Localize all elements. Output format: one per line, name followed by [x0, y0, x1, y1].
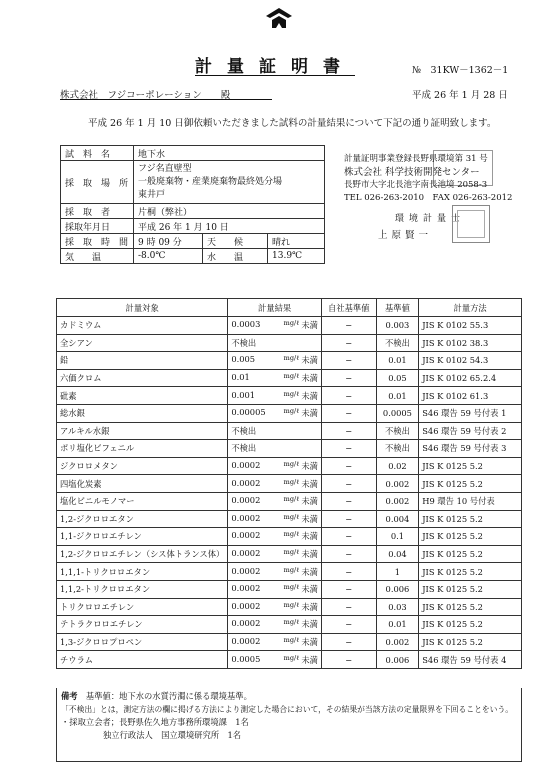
table-row [57, 563, 522, 581]
method-cell: JIS K 0125 5.2 [419, 633, 522, 651]
weather-label: 天 候 [203, 234, 268, 249]
method-cell: JIS K 0125 5.2 [419, 457, 522, 475]
result-cell [228, 387, 322, 405]
result-value: 0.0005 [231, 653, 261, 664]
recipient-underline [60, 99, 272, 100]
result-cell [228, 528, 322, 546]
result-value: 0.0002 [231, 530, 261, 541]
result-value: 0.0002 [231, 460, 261, 471]
method-cell: JIS K 0102 65.2.4 [419, 369, 522, 387]
standard-cell: 0.0005 [376, 404, 419, 422]
page-title: 計量証明書 [195, 57, 355, 77]
place-row [61, 161, 325, 204]
issue-date: 平成 26 年 1 月 28 日 [412, 90, 508, 101]
notes-line-3: ・採取立会者；長野県佐久地方事務所環境課 1名 [61, 717, 249, 727]
result-qualifier: 未満 [301, 355, 318, 366]
air-temp-value: -8.0℃ [134, 249, 203, 264]
item-cell: 1,1,1-トリクロロエタン [57, 563, 228, 581]
result-unit [277, 337, 301, 349]
result-qualifier: 未満 [301, 373, 318, 384]
method-cell: JIS K 0125 5.2 [419, 510, 522, 528]
table-row [57, 369, 522, 387]
self-standard-cell: − [321, 528, 376, 546]
self-standard-cell: − [321, 545, 376, 563]
self-standard-cell: − [321, 492, 376, 510]
table-row [57, 616, 522, 634]
standard-cell: 不検出 [376, 334, 419, 352]
result-cell [228, 616, 322, 634]
result-unit: mg/ℓ [283, 389, 300, 398]
result-unit: mg/ℓ [283, 319, 300, 328]
table-row [57, 387, 522, 405]
result-value: 0.0002 [231, 477, 261, 488]
time-row [61, 234, 325, 249]
standard-cell: 0.01 [376, 387, 419, 405]
result-unit: mg/ℓ [283, 530, 300, 539]
issuer-block [344, 153, 512, 205]
method-cell: JIS K 0125 5.2 [419, 545, 522, 563]
result-value: 0.005 [231, 354, 256, 365]
item-cell: トリクロロエチレン [57, 598, 228, 616]
company-logo-icon [264, 6, 294, 30]
result-cell [228, 317, 322, 335]
place-value [134, 161, 325, 204]
result-value: 0.0002 [231, 512, 261, 523]
weather-value: 晴れ [268, 234, 325, 249]
issuer-address: 長野市大字北長池字南長池境 2058-3 [344, 180, 488, 190]
table-row [57, 422, 522, 440]
item-cell: アルキル水銀 [57, 422, 228, 440]
result-unit: mg/ℓ [283, 495, 300, 504]
result-unit: mg/ℓ [283, 460, 300, 469]
result-value: 0.00005 [231, 407, 266, 418]
result-qualifier: 未満 [301, 619, 318, 630]
method-cell: S46 環告 59 号付表 3 [419, 440, 522, 458]
method-cell: JIS K 0125 5.2 [419, 475, 522, 493]
table-row [57, 598, 522, 616]
table-row [57, 492, 522, 510]
table-row [57, 334, 522, 352]
standard-cell: 0.1 [376, 528, 419, 546]
result-cell [228, 651, 322, 669]
method-cell: JIS K 0102 61.3 [419, 387, 522, 405]
self-standard-cell: − [321, 422, 376, 440]
notes-standard: 基準値：地下水の水質汚濁に係る環境基準。 [85, 691, 252, 701]
result-qualifier: 未満 [301, 496, 318, 507]
item-cell: 1,3-ジクロロプロペン [57, 633, 228, 651]
result-unit: mg/ℓ [283, 600, 300, 609]
result-qualifier: 未満 [301, 601, 318, 612]
water-temp-value: 13.9℃ [268, 249, 325, 264]
place-label: 採 取 場 所 [61, 161, 134, 204]
result-value: 0.0002 [231, 600, 261, 611]
method-cell: S46 環告 59 号付表 2 [419, 422, 522, 440]
standard-cell: 不検出 [376, 440, 419, 458]
self-standard-cell: − [321, 616, 376, 634]
result-cell [228, 633, 322, 651]
date-value: 平成 26 年 1 月 10 日 [134, 219, 325, 234]
method-cell: JIS K 0125 5.2 [419, 598, 522, 616]
notes-label: 備考 [61, 691, 78, 701]
self-standard-cell: − [321, 580, 376, 598]
standard-cell: 0.003 [376, 317, 419, 335]
standard-cell: 0.01 [376, 352, 419, 370]
time-label: 採 取 時 間 [61, 234, 134, 249]
table-row [57, 510, 522, 528]
table-row [57, 528, 522, 546]
notes-line-1 [61, 690, 517, 703]
notes-line-4: 独立行政法人 国立環境研究所 1名 [103, 730, 242, 740]
result-value: 0.001 [231, 389, 256, 400]
item-cell: 1,2-ジクロロエチレン（シス体トランス体） [57, 545, 228, 563]
table-row [57, 475, 522, 493]
item-cell: 塩化ビニルモノマー [57, 492, 228, 510]
table-row [57, 457, 522, 475]
result-value: 0.01 [231, 372, 250, 383]
sample-info-table [60, 145, 325, 264]
method-cell: JIS K 0102 55.3 [419, 317, 522, 335]
result-cell [228, 334, 322, 352]
standard-cell: 0.006 [376, 651, 419, 669]
item-cell: 六価クロム [57, 369, 228, 387]
table-row [57, 440, 522, 458]
self-standard-cell: − [321, 352, 376, 370]
self-standard-cell: − [321, 475, 376, 493]
issuer-company: 株式会社 科学技術開発センター [344, 167, 480, 178]
result-value: 不検出 [231, 337, 257, 348]
self-standard-cell: − [321, 633, 376, 651]
result-qualifier: 未満 [301, 654, 318, 665]
method-cell: JIS K 0102 54.3 [419, 352, 522, 370]
result-unit: mg/ℓ [283, 354, 300, 363]
result-qualifier: 未満 [301, 478, 318, 489]
result-cell [228, 352, 322, 370]
date-row [61, 219, 325, 234]
seal-stamp-icon [452, 205, 490, 243]
standard-cell: 0.002 [376, 492, 419, 510]
result-cell [228, 404, 322, 422]
table-row [57, 352, 522, 370]
certificate-number: № 31KW－1362－1 [412, 65, 509, 76]
result-value: 0.0002 [231, 548, 261, 559]
standard-cell: 0.04 [376, 545, 419, 563]
result-cell [228, 563, 322, 581]
result-value: 0.0002 [231, 635, 261, 646]
result-cell [228, 369, 322, 387]
item-cell: 砒素 [57, 387, 228, 405]
item-cell: 全シアン [57, 334, 228, 352]
header-self-standard: 自社基準値 [321, 299, 376, 317]
result-unit: mg/ℓ [283, 565, 300, 574]
method-cell: JIS K 0125 5.2 [419, 580, 522, 598]
standard-cell: 0.03 [376, 598, 419, 616]
notes-box [56, 688, 522, 762]
header-result: 計量結果 [228, 299, 322, 317]
item-cell: 鉛 [57, 352, 228, 370]
self-standard-cell: − [321, 651, 376, 669]
result-value: 0.0003 [231, 319, 261, 330]
method-cell: JIS K 0125 5.2 [419, 563, 522, 581]
result-unit: mg/ℓ [283, 407, 300, 416]
self-standard-cell: − [321, 598, 376, 616]
result-cell [228, 422, 322, 440]
item-cell: カドミウム [57, 317, 228, 335]
issuer-phone: TEL 026-263-2010 FAX 026-263-2012 [344, 193, 513, 203]
result-qualifier: 未満 [301, 513, 318, 524]
results-table [56, 298, 522, 669]
place-line: フジ名直壁型 [138, 163, 192, 174]
collector-row [61, 204, 325, 219]
result-unit: mg/ℓ [283, 583, 300, 592]
env-measurer-title: 環境計量士 [395, 214, 466, 224]
place-line: 東井戸 [138, 189, 166, 200]
self-standard-cell: − [321, 334, 376, 352]
result-cell [228, 457, 322, 475]
method-cell: JIS K 0125 5.2 [419, 616, 522, 634]
header-standard: 基準値 [376, 299, 419, 317]
results-header-row [57, 299, 522, 317]
result-qualifier: 未満 [301, 408, 318, 419]
self-standard-cell: − [321, 317, 376, 335]
collector-value: 片桐（弊社） [134, 204, 325, 219]
result-unit [277, 425, 301, 437]
item-cell: チウラム [57, 651, 228, 669]
result-qualifier: 未満 [301, 390, 318, 401]
method-cell: JIS K 0102 38.3 [419, 334, 522, 352]
collector-label: 採 取 者 [61, 204, 134, 219]
header-method: 計量方法 [419, 299, 522, 317]
item-cell: 1,2-ジクロロエタン [57, 510, 228, 528]
table-row [57, 633, 522, 651]
item-cell: ポリ塩化ビフェニル [57, 440, 228, 458]
item-cell: 四塩化炭素 [57, 475, 228, 493]
sample-value: 地下水 [134, 146, 325, 161]
item-cell: 1,1,2-トリクロロエタン [57, 580, 228, 598]
result-unit: mg/ℓ [283, 635, 300, 644]
table-row [57, 317, 522, 335]
item-cell: テトラクロロエチレン [57, 616, 228, 634]
self-standard-cell: − [321, 563, 376, 581]
self-standard-cell: − [321, 404, 376, 422]
result-cell [228, 510, 322, 528]
table-row [57, 545, 522, 563]
standard-cell: 0.002 [376, 633, 419, 651]
self-standard-cell: − [321, 440, 376, 458]
result-unit: mg/ℓ [283, 653, 300, 662]
standard-cell: 0.004 [376, 510, 419, 528]
table-row [57, 651, 522, 669]
result-value: 0.0002 [231, 618, 261, 629]
result-unit: mg/ℓ [283, 618, 300, 627]
time-value: 9 時 09 分 [134, 234, 203, 249]
result-qualifier: 未満 [301, 636, 318, 647]
sample-row [61, 146, 325, 161]
recipient-name: 株式会社 フジコーポレーション 殿 [60, 90, 231, 101]
result-value: 0.0002 [231, 495, 261, 506]
self-standard-cell: − [321, 387, 376, 405]
method-cell: JIS K 0125 5.2 [419, 528, 522, 546]
result-qualifier: 未満 [301, 461, 318, 472]
result-qualifier: 未満 [301, 566, 318, 577]
self-standard-cell: − [321, 369, 376, 387]
result-unit: mg/ℓ [283, 477, 300, 486]
table-row [57, 580, 522, 598]
title-underline [195, 75, 355, 76]
env-measurer-name: 上原賢一 [378, 230, 433, 241]
place-line: 一般廃棄物・産業廃棄物最終処分場 [138, 176, 283, 187]
standard-cell: 0.006 [376, 580, 419, 598]
intro-text: 平成 26 年 1 月 10 日御依頼いただきました試料の計量結果について下記の通り証明致します。 [88, 118, 497, 129]
result-qualifier: 未満 [301, 584, 318, 595]
result-cell [228, 492, 322, 510]
header-item: 計量対象 [57, 299, 228, 317]
result-qualifier: 未満 [301, 531, 318, 542]
item-cell: 総水銀 [57, 404, 228, 422]
method-cell: H9 環告 10 号付表 [419, 492, 522, 510]
result-value: 0.0002 [231, 565, 261, 576]
method-cell: S46 環告 59 号付表 1 [419, 404, 522, 422]
result-qualifier: 未満 [301, 549, 318, 560]
result-unit: mg/ℓ [283, 512, 300, 521]
date-label: 採取年月日 [61, 219, 134, 234]
self-standard-cell: − [321, 457, 376, 475]
issuer-registration: 計量証明事業登録長野県環境第 31 号 [344, 154, 488, 164]
item-cell: ジクロロメタン [57, 457, 228, 475]
result-cell [228, 580, 322, 598]
result-unit: mg/ℓ [283, 548, 300, 557]
result-value: 0.0002 [231, 583, 261, 594]
standard-cell: 不検出 [376, 422, 419, 440]
water-temp-label: 水 温 [203, 249, 268, 264]
standard-cell: 0.05 [376, 369, 419, 387]
result-unit [277, 442, 301, 454]
standard-cell: 0.02 [376, 457, 419, 475]
result-cell [228, 598, 322, 616]
standard-cell: 0.01 [376, 616, 419, 634]
temp-row [61, 249, 325, 264]
item-cell: 1,1-ジクロロエチレン [57, 528, 228, 546]
table-row [57, 404, 522, 422]
result-qualifier: 未満 [301, 320, 318, 331]
result-value: 不検出 [231, 443, 257, 454]
result-cell [228, 440, 322, 458]
result-cell [228, 475, 322, 493]
notes-line-2: 「不検出」とは，測定方法の欄に掲げる方法により測定した場合において，その結果が当該方法の定量限界を下回ることをいう。 [61, 705, 514, 714]
result-value: 不検出 [231, 425, 257, 436]
standard-cell: 1 [376, 563, 419, 581]
standard-cell: 0.002 [376, 475, 419, 493]
result-unit: mg/ℓ [283, 372, 300, 381]
air-temp-label: 気 温 [61, 249, 134, 264]
self-standard-cell: − [321, 510, 376, 528]
result-cell [228, 545, 322, 563]
sample-label: 試 料 名 [61, 146, 134, 161]
method-cell: S46 環告 59 号付表 4 [419, 651, 522, 669]
